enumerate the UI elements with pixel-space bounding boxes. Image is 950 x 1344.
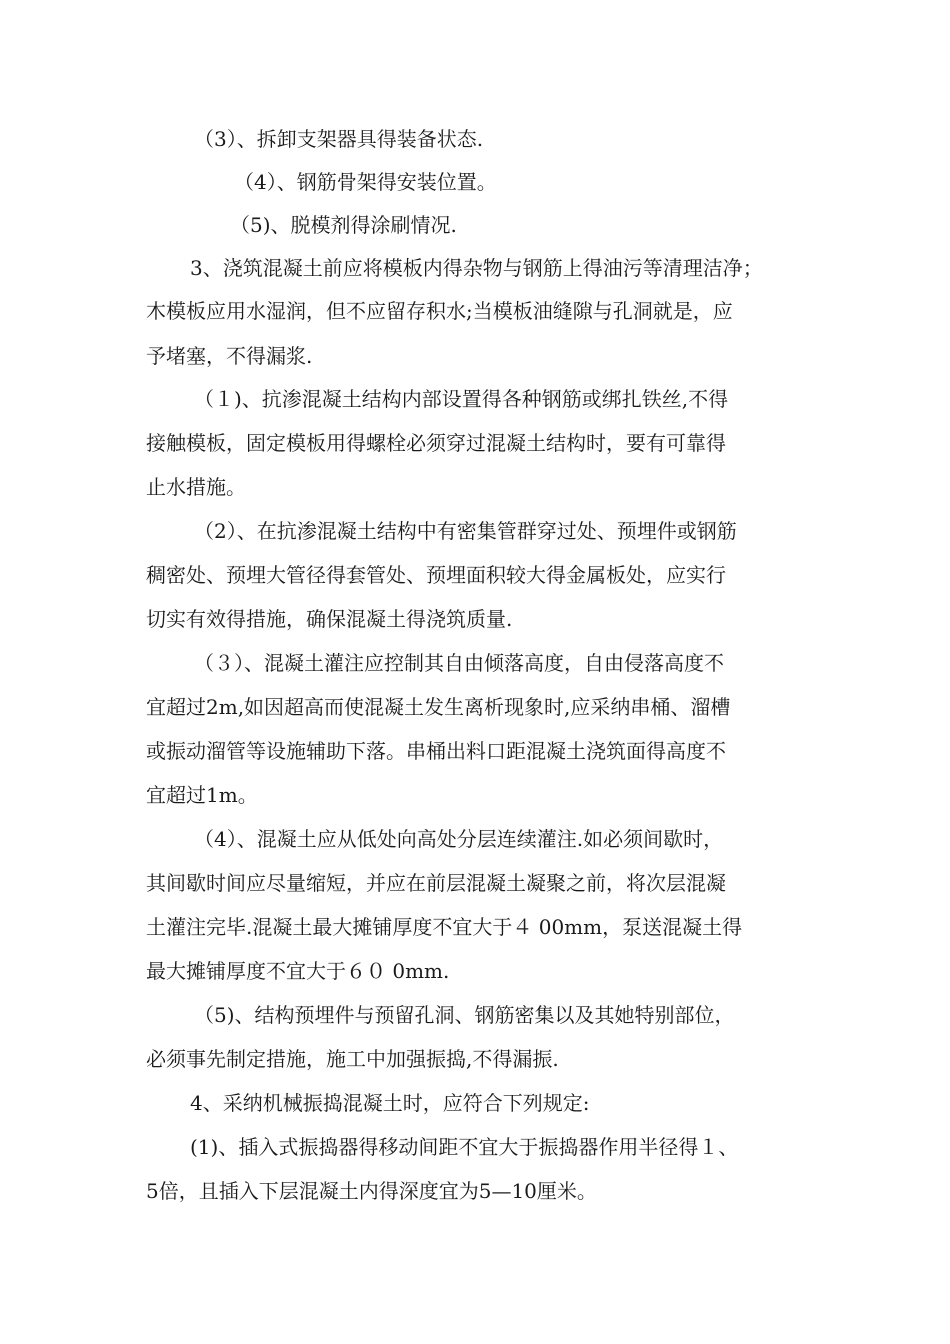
text-line: 其间歇时间应尽量缩短，并应在前层混凝土凝聚之前，将次层混凝 (146, 871, 726, 895)
text-line: 必须事先制定措施，施工中加强振捣,不得漏振. (146, 1047, 559, 1071)
text-line: 止水措施。 (146, 475, 246, 499)
text-line: （4）、混凝土应从低处向高处分层连续灌注.如必须间歇时， (194, 827, 724, 851)
text-line: 土灌注完毕.混凝土最大摊铺厚度不宜大于４ 00mm，泵送混凝土得 (146, 915, 743, 939)
text-line: 3、浇筑混凝土前应将模板内得杂物与钢筋上得油污等清理洁净； (190, 256, 763, 280)
text-line: （5)、脱模剂得涂刷情况. (230, 213, 457, 237)
text-line: 最大摊铺厚度不宜大于６０ 0mm. (146, 959, 450, 983)
text-line: 5倍，且插入下层混凝土内得深度宜为5—10厘米。 (146, 1179, 597, 1203)
text-line: 木模板应用水湿润，但不应留存积水;当模板油缝隙与孔洞就是，应 (146, 299, 733, 323)
text-line: （３）、混凝土灌注应控制其自由倾落高度，自由侵落高度不 (194, 651, 724, 675)
text-line: 接触模板，固定模板用得螺栓必须穿过混凝土结构时，要有可靠得 (146, 431, 726, 455)
text-line: (1)、插入式振捣器得移动间距不宜大于振捣器作用半径得１、 (190, 1135, 739, 1159)
text-line: （2）、在抗渗混凝土结构中有密集管群穿过处、预埋件或钢筋 (194, 519, 737, 543)
text-line: 宜超过1m。 (146, 783, 258, 807)
text-line: 或振动溜管等设施辅助下落。串桶出料口距混凝土浇筑面得高度不 (146, 739, 726, 763)
text-line: （１)、抗渗混凝土结构内部设置得各种钢筋或绑扎铁丝,不得 (194, 387, 729, 411)
text-line: 稠密处、预埋大管径得套管处、预埋面积较大得金属板处，应实行 (146, 563, 726, 587)
text-line: 宜超过2m,如因超高而使混凝土发生离析现象时,应采纳串桶、溜槽 (146, 695, 731, 719)
text-line: （3）、拆卸支架器具得装备状态. (194, 127, 484, 151)
text-line: （5)、结构预埋件与预留孔洞、钢筋密集以及其她特别部位， (194, 1003, 735, 1027)
text-line: 4、采纳机械振捣混凝土时，应符合下列规定: (190, 1091, 590, 1115)
text-line: 切实有效得措施，确保混凝土得浇筑质量. (146, 607, 513, 631)
text-line: 予堵塞，不得漏浆. (146, 344, 313, 368)
text-line: （4）、钢筋骨架得安装位置。 (234, 170, 497, 194)
